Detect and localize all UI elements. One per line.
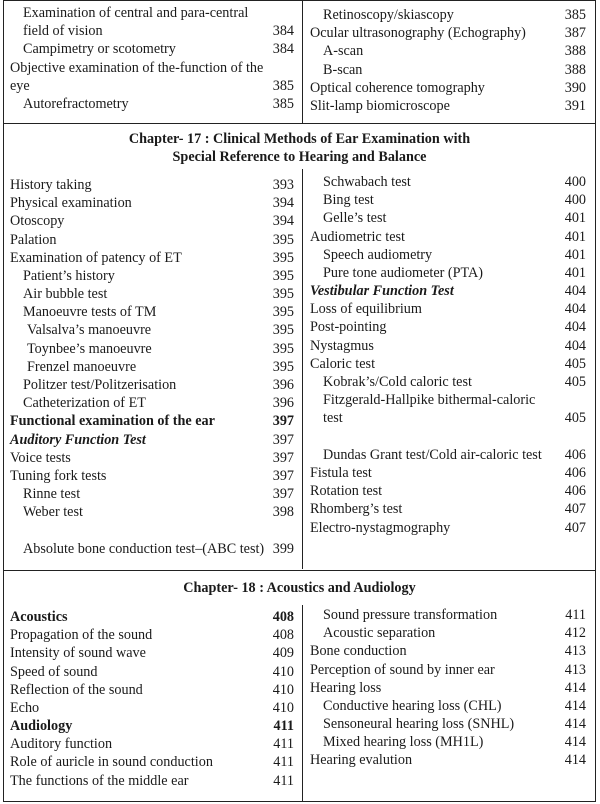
toc-entry-page-number: 406 xyxy=(564,465,586,482)
toc-entry-page-number: 388 xyxy=(564,61,586,78)
toc-entry-page-number: 414 xyxy=(564,752,586,769)
toc-entry-page-number: 404 xyxy=(564,301,586,318)
toc-entry-title: Bing test xyxy=(323,192,374,209)
toc-entry xyxy=(10,40,294,58)
toc-entry-title: Electro-nystagmography xyxy=(310,519,451,536)
toc-entry xyxy=(310,264,586,282)
toc-entry-page-number: 395 xyxy=(272,340,294,357)
toc-entry-page-number: 391 xyxy=(564,97,586,114)
chapter17-top-rule xyxy=(3,123,596,124)
toc-entry xyxy=(10,4,294,40)
toc-entry-title: Sound pressure transformation xyxy=(323,606,498,623)
toc-entry-title: Otoscopy xyxy=(10,213,65,230)
toc-entry xyxy=(310,715,586,733)
toc-entry-page-number: 394 xyxy=(272,195,294,212)
toc-entry-title: Ocular ultrasonography (Echography) xyxy=(310,25,526,42)
toc-entry-page-number: 397 xyxy=(272,486,294,503)
toc-entry-title: Reflection of the sound xyxy=(10,681,143,698)
toc-entry-title: Echo xyxy=(10,699,40,716)
top-left-column xyxy=(10,4,294,113)
toc-entry-title: Loss of equilibrium xyxy=(310,301,422,318)
toc-entry xyxy=(310,733,586,751)
toc-entry-title: Voice tests xyxy=(10,449,71,466)
toc-entry-title: Pure tone audiometer (PTA) xyxy=(323,264,484,281)
toc-entry-title: Hearing evalution xyxy=(310,752,413,769)
toc-entry-title: The functions of the middle ear xyxy=(10,772,189,789)
toc-entry-title: Physical examination xyxy=(10,195,132,212)
toc-entry xyxy=(10,231,294,249)
toc-entry-title: Intensity of sound wave xyxy=(10,645,146,662)
chapter18-heading xyxy=(3,579,596,597)
toc-entry-page-number: 385 xyxy=(564,6,586,23)
toc-entry xyxy=(10,394,294,412)
toc-entry-page-number: 399 xyxy=(272,540,294,557)
toc-entry xyxy=(10,699,294,717)
toc-entry-page-number: 410 xyxy=(272,681,294,698)
toc-entry-title: Vestibular Function Test xyxy=(310,283,454,300)
toc-entry xyxy=(10,431,294,449)
toc-entry xyxy=(10,467,294,485)
toc-entry-title: Post-pointing xyxy=(310,319,387,336)
toc-entry xyxy=(10,412,294,430)
toc-entry-title: Campimetry or scotometry xyxy=(23,41,176,58)
toc-entry-page-number: 397 xyxy=(272,431,294,448)
toc-entry-title: Speed of sound xyxy=(10,663,98,680)
toc-entry-page-number: 406 xyxy=(564,446,586,463)
chapter17-heading-line2: Special Reference to Hearing and Balance xyxy=(172,149,427,166)
toc-entry-page-number: 387 xyxy=(564,25,586,42)
toc-entry-title: Audiometric test xyxy=(310,228,405,245)
toc-entry xyxy=(310,752,586,770)
toc-entry xyxy=(10,626,294,644)
toc-entry-title: Kobrak’s/Cold caloric test xyxy=(323,374,472,391)
toc-entry-page-number: 412 xyxy=(564,625,586,642)
top-column-divider xyxy=(302,0,303,124)
toc-entry-page-number: 404 xyxy=(564,319,586,336)
chapter17-column-divider xyxy=(302,169,303,569)
toc-entry xyxy=(10,212,294,230)
toc-entry-title: Dundas Grant test/Cold air-caloric test xyxy=(323,446,542,463)
chapter17-right-column xyxy=(310,173,586,537)
toc-entry-page-number: 414 xyxy=(564,679,586,696)
chapter18-column-divider xyxy=(302,605,303,801)
toc-entry-page-number: 411 xyxy=(273,718,294,735)
toc-entry xyxy=(310,191,586,209)
toc-entry-page-number: 413 xyxy=(564,643,586,660)
toc-entry-page-number: 414 xyxy=(564,697,586,714)
chapter18-right-column xyxy=(310,606,586,770)
toc-entry xyxy=(10,176,294,194)
toc-entry xyxy=(10,717,294,735)
toc-entry-page-number: 388 xyxy=(564,43,586,60)
toc-entry-page-number: 395 xyxy=(272,304,294,321)
toc-entry xyxy=(10,735,294,753)
toc-entry-page-number: 398 xyxy=(272,504,294,521)
toc-entry xyxy=(310,300,586,318)
toc-entry-page-number: 401 xyxy=(564,228,586,245)
toc-entry-title: Rhomberg’s test xyxy=(310,501,403,518)
toc-entry-title: Palation xyxy=(10,231,57,248)
toc-entry-page-number: 396 xyxy=(272,377,294,394)
toc-entry-title: Conductive hearing loss (CHL) xyxy=(323,697,502,714)
toc-entry xyxy=(10,608,294,626)
toc-entry-page-number: 414 xyxy=(564,734,586,751)
toc-entry-title: Examination of patency of ET xyxy=(10,249,182,266)
toc-entry xyxy=(10,285,294,303)
toc-entry xyxy=(310,464,586,482)
toc-entry-page-number: 405 xyxy=(564,374,586,391)
toc-entry-page-number: 395 xyxy=(272,322,294,339)
toc-entry-page-number: 397 xyxy=(272,467,294,484)
toc-entry-page-number: 407 xyxy=(564,519,586,536)
toc-entry-title: Optical coherence tomography xyxy=(310,79,485,96)
toc-entry-page-number: 406 xyxy=(564,483,586,500)
toc-entry-page-number: 405 xyxy=(564,355,586,372)
toc-entry-page-number: 413 xyxy=(564,661,586,678)
toc-entry-page-number: 395 xyxy=(272,358,294,375)
toc-entry xyxy=(10,772,294,790)
toc-entry-title: Rinne test xyxy=(23,486,81,503)
toc-entry xyxy=(310,661,586,679)
toc-entry-title: Sensoneural hearing loss (SNHL) xyxy=(323,716,515,733)
toc-entry-title: Fistula test xyxy=(310,465,372,482)
toc-entry-title: Perception of sound by inner ear xyxy=(310,661,495,678)
toc-entry-title: Air bubble test xyxy=(23,286,108,303)
toc-entry-title: History taking xyxy=(10,176,92,193)
toc-entry xyxy=(310,355,586,373)
toc-entry-page-number: 400 xyxy=(564,173,586,190)
toc-entry-page-number: 401 xyxy=(564,210,586,227)
chapter17-heading xyxy=(3,130,596,166)
toc-entry xyxy=(310,482,586,500)
toc-entry-title: Hearing loss xyxy=(310,679,382,696)
chapter18-left-column xyxy=(10,608,294,790)
top-right-column xyxy=(310,6,586,115)
toc-entry-page-number: 410 xyxy=(272,699,294,716)
toc-entry xyxy=(310,679,586,697)
chapter18-heading-line: Chapter- 18 : Acoustics and Audiology xyxy=(183,580,416,596)
toc-entry-title: Objective examination of the-function of the eye xyxy=(10,59,264,94)
toc-entry xyxy=(310,173,586,191)
toc-entry xyxy=(10,322,294,340)
toc-entry-page-number: 384 xyxy=(272,41,294,58)
toc-entry xyxy=(310,97,586,115)
toc-entry xyxy=(10,358,294,376)
toc-entry xyxy=(310,337,586,355)
toc-entry-page-number: 404 xyxy=(564,337,586,354)
toc-entry-page-number: 410 xyxy=(272,663,294,680)
toc-entry-title: Auditory function xyxy=(10,736,113,753)
toc-entry-title: Schwabach test xyxy=(323,173,411,190)
toc-entry xyxy=(310,246,586,264)
toc-entry xyxy=(10,194,294,212)
toc-entry-page-number: 401 xyxy=(564,246,586,263)
toc-entry-page-number: 395 xyxy=(272,249,294,266)
toc-entry-title: Acoustics xyxy=(10,608,68,625)
toc-entry-page-number: 395 xyxy=(272,286,294,303)
toc-entry xyxy=(10,376,294,394)
toc-entry-title: Examination of central and para-central field of vision xyxy=(23,4,249,40)
toc-entry-page-number: 400 xyxy=(564,192,586,209)
toc-entry xyxy=(310,61,586,79)
toc-entry-page-number: 407 xyxy=(564,501,586,518)
toc-entry-page-number: 384 xyxy=(272,23,294,40)
chapter17-left-column xyxy=(10,176,294,558)
toc-entry-page-number: 411 xyxy=(273,736,294,753)
toc-entry-page-number: 411 xyxy=(273,754,294,771)
toc-entry-title: Auditory Function Test xyxy=(10,431,146,448)
toc-entry xyxy=(10,503,294,521)
toc-entry-title: Role of auricle in sound conduction xyxy=(10,754,213,771)
toc-entry-title: Toynbee’s manoeuvre xyxy=(27,340,152,357)
toc-entry xyxy=(10,340,294,358)
toc-entry-page-number: 404 xyxy=(564,283,586,300)
toc-entry xyxy=(10,485,294,503)
toc-entry xyxy=(310,500,586,518)
toc-entry-title: Audiology xyxy=(10,718,73,735)
toc-entry-title: Weber test xyxy=(23,504,83,521)
toc-entry-page-number: 390 xyxy=(564,79,586,96)
toc-entry-title: Frenzel manoeuvre xyxy=(27,358,137,375)
chapter17-heading-line1: Chapter- 17 : Clinical Methods of Ear Examination with xyxy=(128,131,471,147)
toc-entry xyxy=(10,267,294,285)
toc-entry-page-number: 409 xyxy=(272,645,294,662)
toc-entry xyxy=(310,428,586,464)
toc-entry-page-number: 411 xyxy=(565,606,586,623)
toc-entry xyxy=(310,606,586,624)
toc-entry-title: Patient’s history xyxy=(23,267,115,284)
toc-entry-title: A-scan xyxy=(323,43,364,60)
toc-entry xyxy=(310,697,586,715)
toc-entry-title: Functional examination of the ear xyxy=(10,413,215,430)
toc-entry-title: Absolute bone conduction test–(ABC test) xyxy=(23,540,265,557)
toc-entry xyxy=(310,24,586,42)
toc-entry-title: Catheterization of ET xyxy=(23,395,146,412)
toc-entry-title: Mixed hearing loss (MH1L) xyxy=(323,734,484,751)
toc-entry-title: Speech audiometry xyxy=(323,246,433,263)
toc-entry xyxy=(10,449,294,467)
toc-entry xyxy=(10,522,294,558)
toc-entry-title: Manoeuvre tests of TM xyxy=(23,304,157,321)
toc-entry xyxy=(10,663,294,681)
toc-entry-page-number: 385 xyxy=(272,95,294,112)
toc-entry-page-number: 408 xyxy=(272,627,294,644)
toc-entry-title: B-scan xyxy=(323,61,363,78)
toc-entry-title: Fitzgerald-Hallpike bithermal-caloric test xyxy=(323,392,536,427)
toc-entry-page-number: 405 xyxy=(564,410,586,427)
toc-entry xyxy=(10,303,294,321)
toc-entry-title: Autorefractometry xyxy=(23,95,129,112)
toc-entry-page-number: 385 xyxy=(272,77,294,94)
toc-entry-page-number: 393 xyxy=(272,176,294,193)
toc-entry xyxy=(310,319,586,337)
toc-entry-title: Nystagmus xyxy=(310,337,374,354)
toc-entry xyxy=(10,644,294,662)
toc-entry-title: Valsalva’s manoeuvre xyxy=(27,322,152,339)
toc-entry-title: Rotation test xyxy=(310,483,383,500)
toc-entry-title: Bone conduction xyxy=(310,643,407,660)
toc-entry xyxy=(10,754,294,772)
toc-entry xyxy=(310,228,586,246)
toc-entry-page-number: 401 xyxy=(564,264,586,281)
toc-entry xyxy=(10,59,294,95)
toc-entry-title: Gelle’s test xyxy=(323,210,387,227)
toc-entry-page-number: 397 xyxy=(272,413,294,430)
toc-entry-title: Slit-lamp biomicroscope xyxy=(310,97,450,114)
toc-entry xyxy=(310,624,586,642)
toc-entry-page-number: 414 xyxy=(564,716,586,733)
toc-entry xyxy=(10,681,294,699)
toc-entry xyxy=(310,42,586,60)
toc-entry xyxy=(310,282,586,300)
chapter18-top-rule xyxy=(3,570,596,571)
toc-entry-page-number: 411 xyxy=(273,772,294,789)
toc-entry xyxy=(310,6,586,24)
toc-entry-title: Propagation of the sound xyxy=(10,627,153,644)
toc-entry-page-number: 394 xyxy=(272,213,294,230)
toc-entry-page-number: 395 xyxy=(272,267,294,284)
toc-entry xyxy=(310,373,586,391)
toc-entry-title: Retinoscopy/skiascopy xyxy=(323,6,454,23)
toc-entry xyxy=(310,642,586,660)
toc-entry xyxy=(10,95,294,113)
toc-entry-page-number: 408 xyxy=(272,608,294,625)
toc-entry-title: Politzer test/Politzerisation xyxy=(23,377,177,394)
toc-entry xyxy=(310,391,586,427)
toc-entry-title: Caloric test xyxy=(310,355,376,372)
toc-entry-page-number: 396 xyxy=(272,395,294,412)
toc-entry xyxy=(310,209,586,227)
toc-entry xyxy=(310,519,586,537)
toc-entry xyxy=(310,79,586,97)
toc-entry-title: Acoustic separation xyxy=(323,625,436,642)
toc-entry-page-number: 397 xyxy=(272,449,294,466)
toc-entry xyxy=(10,249,294,267)
toc-entry-title: Tuning fork tests xyxy=(10,467,107,484)
toc-entry-page-number: 395 xyxy=(272,231,294,248)
